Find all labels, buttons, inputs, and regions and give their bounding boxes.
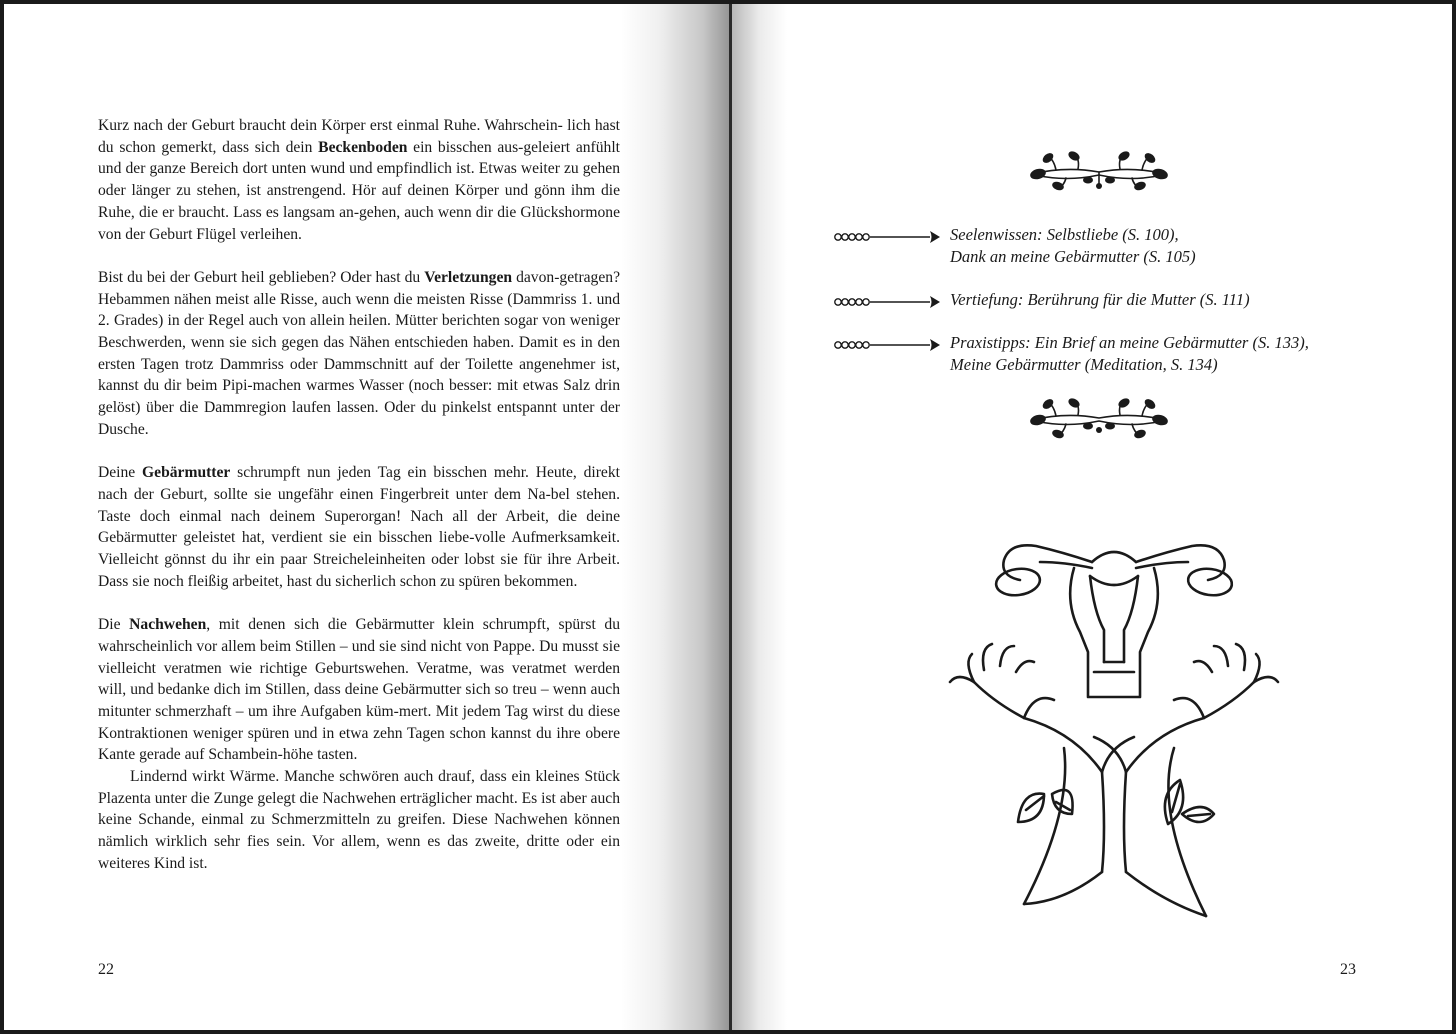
text-run: Bist du bei der Geburt heil geblieben? Oder hast du — [98, 268, 425, 286]
paragraph-gebaermutter — [98, 462, 620, 592]
bead-arrow-icon — [834, 294, 946, 310]
text-run: schrumpft nun jeden Tag ein bisschen mehr. Heute, direkt nach der Geburt, sollte sie ungefähr einen Fingerbreit unter dem Na-bel stehen. Taste doch einmal nach deinem Superorgan! Nach all der Arbeit, die deine Gebärmutter geleistet hat, verdient sie ein bisschen liebe-volle Aufmerksamkeit. Vielleicht gönnst du ihr ein paar Streicheleinheiten oder lobst sie für ihre Arbeit. Dass sie noch fleißig arbeitet, hast du sicherlich schon zu spüren bekommen. — [98, 464, 620, 590]
reference-title: Selbstliebe (S. 100), — [1042, 225, 1179, 244]
text-run: ein bisschen aus-geleiert anfühlt und der ganze Bereich dort unten wund und empfindlich ist. Etwas weiter zu gehen oder länger zu stehen, ist anstrengend. Hör auf deinen Körper und gönn ihm die Ruhe, die er braucht. Lass es langsam an-gehen, auch wenn dir die Glückshormone von der Geburt Flügel verleihen. — [98, 138, 620, 243]
book-spread — [4, 4, 1452, 1030]
reference-text — [950, 332, 1309, 376]
leaf-vine-ornament-icon — [1026, 148, 1172, 192]
page-number-left: 22 — [98, 961, 114, 978]
reference-label: Vertiefung: — [950, 290, 1024, 309]
page-number-right: 23 — [1340, 961, 1356, 978]
gutter-shadow-left — [620, 4, 730, 1030]
text-run: Deine — [98, 464, 143, 482]
reference-line-2: Dank an meine Gebärmutter (S. 105) — [950, 247, 1196, 266]
reference-line-1 — [950, 289, 1250, 311]
reference-line-1 — [950, 224, 1196, 246]
paragraph-nachwehen — [98, 614, 620, 766]
text-run: lich hast du schon gemerkt, dass sich dein — [98, 117, 621, 156]
reference-label: Seelenwissen: — [950, 225, 1043, 244]
reference-title: Berührung für die Mutter (S. 111) — [1023, 290, 1250, 309]
bead-arrow-icon — [834, 337, 946, 353]
reference-text — [950, 289, 1250, 311]
keyword-verletzungen: Verletzungen — [424, 268, 513, 286]
keyword-gebaermutter: Gebärmutter — [142, 464, 231, 482]
keyword-beckenboden: Beckenboden — [318, 138, 408, 156]
reference-line-1 — [950, 332, 1309, 354]
gutter-shadow-right — [732, 4, 787, 1030]
uterus-with-hands-and-leaves-illustration — [944, 532, 1284, 922]
body-text — [98, 115, 620, 875]
paragraph-verletzungen — [98, 267, 620, 441]
reference-line-2: Meine Gebärmutter (Meditation, S. 134) — [950, 355, 1218, 374]
right-page — [730, 4, 1452, 1030]
text-run: Die — [98, 616, 130, 634]
reference-text — [950, 224, 1196, 268]
text-run: , mit denen sich die Gebärmutter klein schrumpft, spürst du wahrscheinlich vor allem beim Stillen – und sie sind nicht von Pappe. Du musst sie vielleicht veratmen wie richtige Geburtswehen. Veratme, was veratmet werden will, und bedanke dich im Stillen, dass deine Gebärmutter sich so treu – wenn auch mitunter schmerzhaft – um ihre Aufgaben küm-mert. Mit jedem Tag wirst du diese Kontraktionen weniger spüren und in etwa zehn Tagen schon kannst du ihre obere Kante gerade auf Schambein-höhe tasten. — [98, 616, 620, 764]
leaf-vine-ornament-icon — [1026, 398, 1172, 442]
bead-arrow-icon — [834, 229, 946, 245]
paragraph-lindernd — [98, 766, 620, 875]
text-run: Kurz nach der Geburt braucht dein Körper erst einmal Ruhe. Wahrschein- — [98, 117, 563, 134]
reference-label: Praxistipps: — [950, 333, 1031, 352]
text-run: Lindernd wirkt Wärme. Manche schwören auch drauf, dass ein kleines Stück Plazenta unter die Zunge gelegt die Nachwehen erträglicher macht. Es ist aber auch keine Schande, einmal zu Schmerzmitteln zu greifen. Diese Nachwehen können nämlich wirklich sehr fies sein. Vor allem, wenn es das zweite, dritte oder ein weiteres Kind ist. — [98, 768, 620, 872]
keyword-nachwehen: Nachwehen — [129, 616, 207, 634]
reference-title: Ein Brief an meine Gebärmutter (S. 133), — [1030, 333, 1309, 352]
text-run: davon-getragen? Hebammen nähen meist alle Risse, auch wenn die meisten Risse (Dammriss 1. und 2. Grades) in der Regel auch von allein heilen. Mütter berichten sogar von weniger Beschwerden, wenn sie sich gegen das Nähen entschieden haben. Damit es in den ersten Tagen trotz Dammriss oder Dammschnitt auf der Toilette angenehmer ist, kannst du dir beim Pipi-machen warmes Wasser (noch besser: mit etwas Salz drin gelöst) über die Dammregion laufen lassen. Oder du pinkelst entspannt unter der Dusche. — [98, 268, 620, 438]
paragraph-beckenboden — [98, 115, 620, 245]
